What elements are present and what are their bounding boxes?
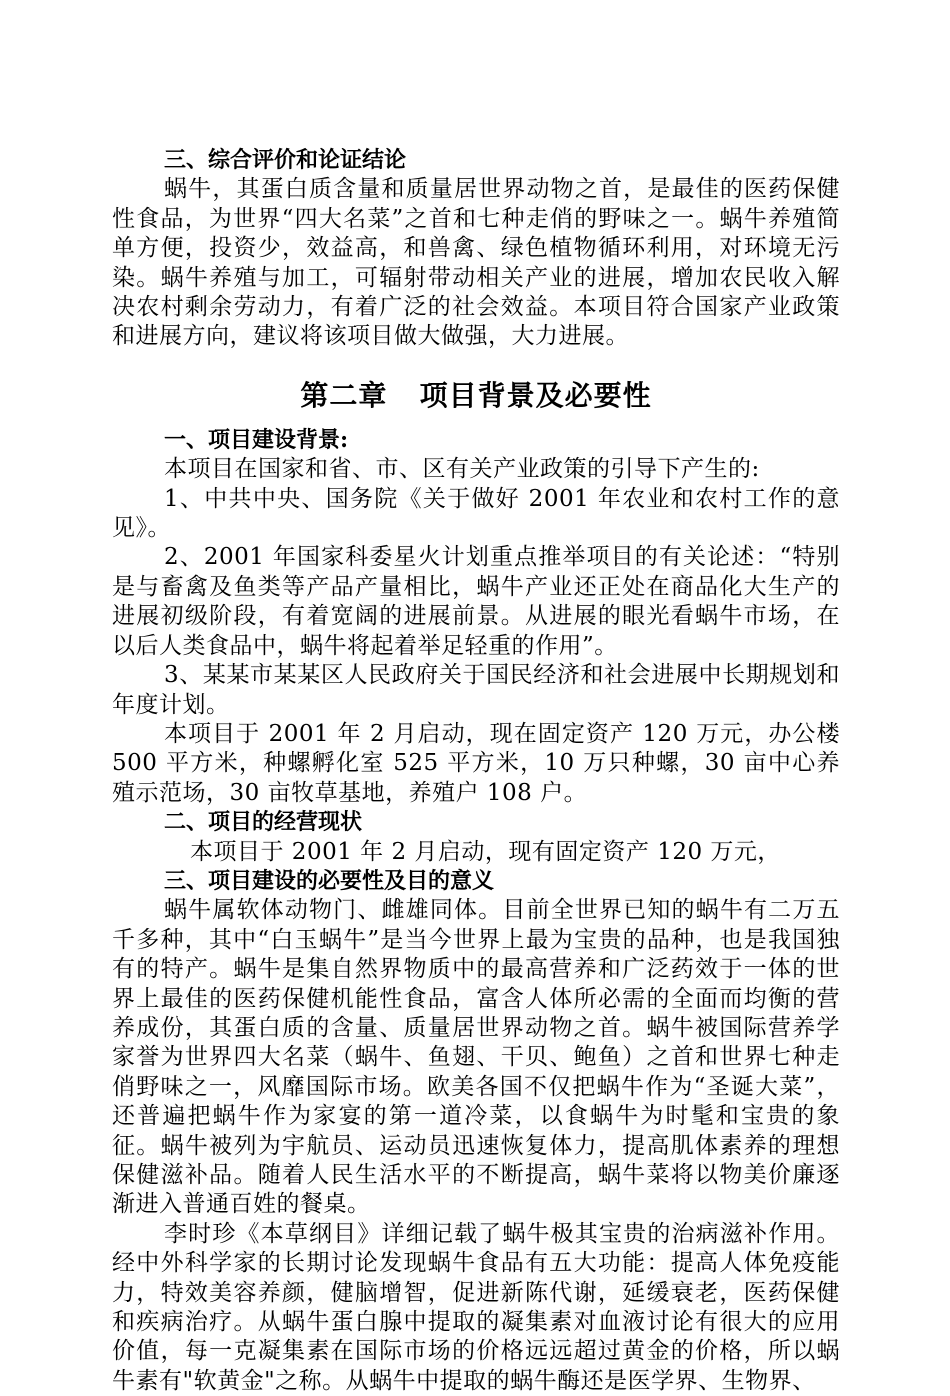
section-heading-operations: 二、项目的经营现状 xyxy=(164,809,363,836)
paragraph-project-start: 本项目于 2001 年 2 月启动，现在固定资产 120 万元，办公楼 500 平方米，种螺孵化室 525 平方米，10 万只种螺，30 亩中心养殖示范场，30 亩牧草基地，养殖户 108 户。 xyxy=(112,720,840,806)
section-heading-necessity: 三、项目建设的必要性及目的意义 xyxy=(164,867,495,894)
list-item-policy-2: 2、2001 年国家科委星火计划重点推举项目的有关论述：“特别是与畜禽及鱼类等产品产量相比，蜗牛产业还正处在商品化大生产的进展初级阶段，有着宽阔的进展前景。从进展的眼光看蜗牛市场，在以后人类食品中，蜗牛将起着举足轻重的作用”。 xyxy=(112,544,840,659)
section-heading-background: 一、项目建设背景: xyxy=(164,426,349,453)
paragraph-evaluation: 蜗牛，其蛋白质含量和质量居世界动物之首，是最佳的医药保健性食品，为世界“四大名菜”之首和七种走俏的野味之一。蜗牛养殖简单方便，投资少，效益高，和兽禽、绿色植物循环利用，对环境无污染。蜗牛养殖与加工，可辐射带动相关产业的进展，增加农民收入解决农村剩余劳动力，有着广泛的社会效益。本项目符合国家产业政策和进展方向，建议将该项目做大做强，大力进展。 xyxy=(112,176,840,350)
section-heading-evaluation: 三、综合评价和论证结论 xyxy=(164,147,407,173)
list-item-policy-3: 3、某某市某某区人民政府关于国民经济和社会进展中长期规划和年度计划。 xyxy=(112,662,840,718)
paragraph-background-intro: 本项目在国家和省、市、区有关产业政策的引导下产生的: xyxy=(164,456,760,483)
list-item-policy-1: 1、中共中央、国务院《关于做好 2001 年农业和农村工作的意见》。 xyxy=(112,485,840,542)
paragraph-snail-intro: 蜗牛属软体动物门、雌雄同体。目前全世界已知的蜗牛有二万五千多种，其中“白玉蜗牛”是当今世界上最为宝贵的品种，也是我国独有的特产。蜗牛是集自然界物质中的最高营养和广泛药效于一体的世界上最佳的医药保健机能性食品，富含人体所必需的全面而均衡的营养成份，其蛋白质的含量、质量居世界动物之首。蜗牛被国际营养学家誉为世界四大名菜（蜗牛、鱼翅、干贝、鲍鱼）之首和世界七种走俏野味之一，风靡国际市场。欧美各国不仅把蜗牛作为“圣诞大菜”，还普遍把蜗牛作为家宴的第一道冷菜，以食蜗牛为时髦和宝贵的象征。蜗牛被列为宇航员、运动员迅速恢复体力，提高肌体素养的理想保健滋补品。随着人民生活水平的不断提高，蜗牛菜将以物美价廉逐渐进入普通百姓的餐桌。 xyxy=(112,897,840,1218)
paragraph-operations: 本项目于 2001 年 2 月启动，现有固定资产 120 万元， xyxy=(190,838,781,865)
paragraph-snail-medicine: 李时珍《本草纲目》详细记载了蜗牛极其宝贵的治病滋补作用。经中外科学家的长期讨论发现蜗牛食品有五大功能：提高人体免疫能力，特效美容养颜，健脑增智，促进新陈代谢，延缓衰老，医药保健和疾病治疗。从蜗牛蛋白腺中提取的凝集素对血液讨论有很大的应用价值，每一克凝集素在国际市场的价格远远超过黄金的价格，所以蜗牛素有"软黄金"之称。从蜗牛中提取的蜗牛酶还是医学界、生物界、 xyxy=(112,1220,840,1394)
chapter-title: 第二章 项目背景及必要性 xyxy=(300,378,652,412)
